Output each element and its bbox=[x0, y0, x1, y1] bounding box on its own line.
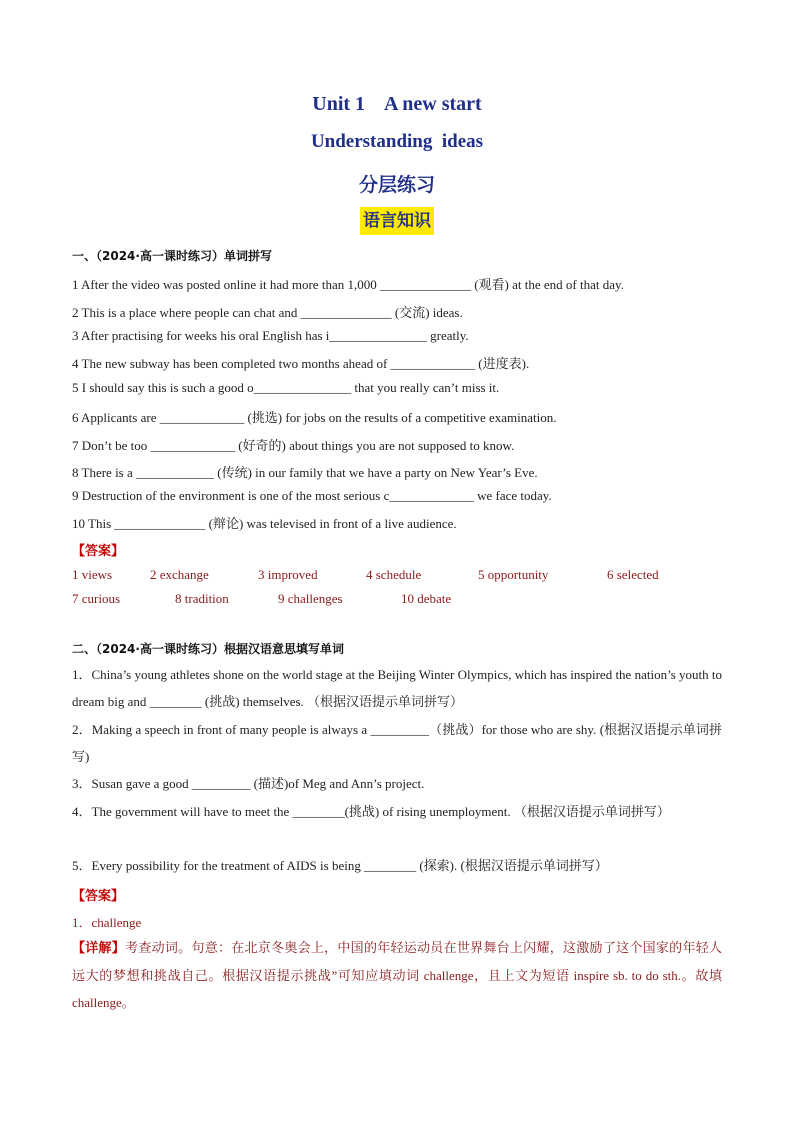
answer-item: 6 selected bbox=[607, 567, 659, 582]
answer-item: 8 tradition bbox=[175, 591, 229, 606]
question-5: 5 I should say this is such a good o_______________ that you really can’t miss it. bbox=[72, 380, 500, 395]
detail-text: 考查动词。句意：在北京冬奥会上，中国的年轻运动员在世界舞台上闪耀，这激励了这个国家的年轻人远大的梦想和挑战自己。根据汉语提示挑战”可知应填动词 challenge，且上文为短语 inspire sb. to do sth.。故填 challenge。 bbox=[72, 940, 722, 1010]
answer-item: 3 improved bbox=[258, 567, 318, 582]
s2-answer-1: 1．challenge bbox=[72, 915, 142, 930]
question-4: 4 The new subway has been completed two months ahead of _____________ (进度表). bbox=[72, 356, 530, 371]
question-6: 6 Applicants are _____________ (挑选) for jobs on the results of a competitive examination. bbox=[72, 410, 557, 425]
unit-title: Unit 1 A new start bbox=[312, 93, 482, 115]
section1-heading: 一、（2024·高一课时练习）单词拼写 bbox=[72, 249, 272, 263]
s2-question-2: 2．Making a speech in front of many people is always a _________（挑战）for those who are shy. (根据汉语提示单词拼写) bbox=[72, 722, 722, 764]
s2-answer-label: 【答案】 bbox=[72, 889, 125, 904]
question-2: 2 This is a place where people can chat and ______________ (交流) ideas. bbox=[72, 305, 463, 320]
answer-item: 10 debate bbox=[401, 591, 452, 606]
s2-question-5: 5．Every possibility for the treatment of AIDS is being ________ (探索). (根据汉语提示单词拼写） bbox=[72, 858, 608, 873]
question-9: 9 Destruction of the environment is one of the most serious c_____________ we face today. bbox=[72, 488, 552, 503]
section2-heading: 二、（2024·高一课时练习）根据汉语意思填写单词 bbox=[72, 642, 344, 656]
category-wrap bbox=[0, 207, 794, 235]
practice-title: 分层练习 bbox=[358, 174, 435, 196]
answer-item: 7 curious bbox=[72, 591, 121, 606]
question-1: 1 After the video was posted online it had more than 1,000 ______________ (观看) at the end of that day. bbox=[72, 277, 624, 292]
lesson-subtitle: Understanding ideas bbox=[310, 131, 484, 152]
category-badge: 语言知识 bbox=[360, 207, 434, 235]
answer-item: 5 opportunity bbox=[478, 567, 549, 582]
question-8: 8 There is a ____________ (传统) in our family that we have a party on New Year’s Eve. bbox=[72, 465, 538, 480]
detail-label: 【详解】 bbox=[72, 941, 126, 956]
answer-item: 4 schedule bbox=[366, 567, 422, 582]
question-3: 3 After practising for weeks his oral English has i_______________ greatly. bbox=[72, 328, 469, 343]
question-10: 10 This ______________ (辩论) was televised in front of a live audience. bbox=[72, 516, 457, 531]
answer-item: 9 challenges bbox=[278, 591, 343, 606]
s2-question-1: 1．China’s young athletes shone on the world stage at the Beijing Winter Olympics, which has inspired the nation’s youth to dream big and ________ (挑战) themselves. （根据汉语提示单词拼写） bbox=[72, 667, 722, 709]
s2-question-3: 3．Susan gave a good _________ (描述)of Meg and Ann’s project. bbox=[72, 776, 425, 791]
answer-item: 1 views bbox=[72, 567, 113, 582]
answer-item: 2 exchange bbox=[150, 567, 209, 582]
answer-label: 【答案】 bbox=[72, 544, 125, 559]
question-7: 7 Don’t be too _____________ (好奇的) about things you are not supposed to know. bbox=[72, 438, 515, 453]
detail-explanation bbox=[72, 934, 722, 1016]
s2-question-4: 4．The government will have to meet the ________(挑战) of rising unemployment. （根据汉语提示单词拼写） bbox=[72, 804, 670, 819]
